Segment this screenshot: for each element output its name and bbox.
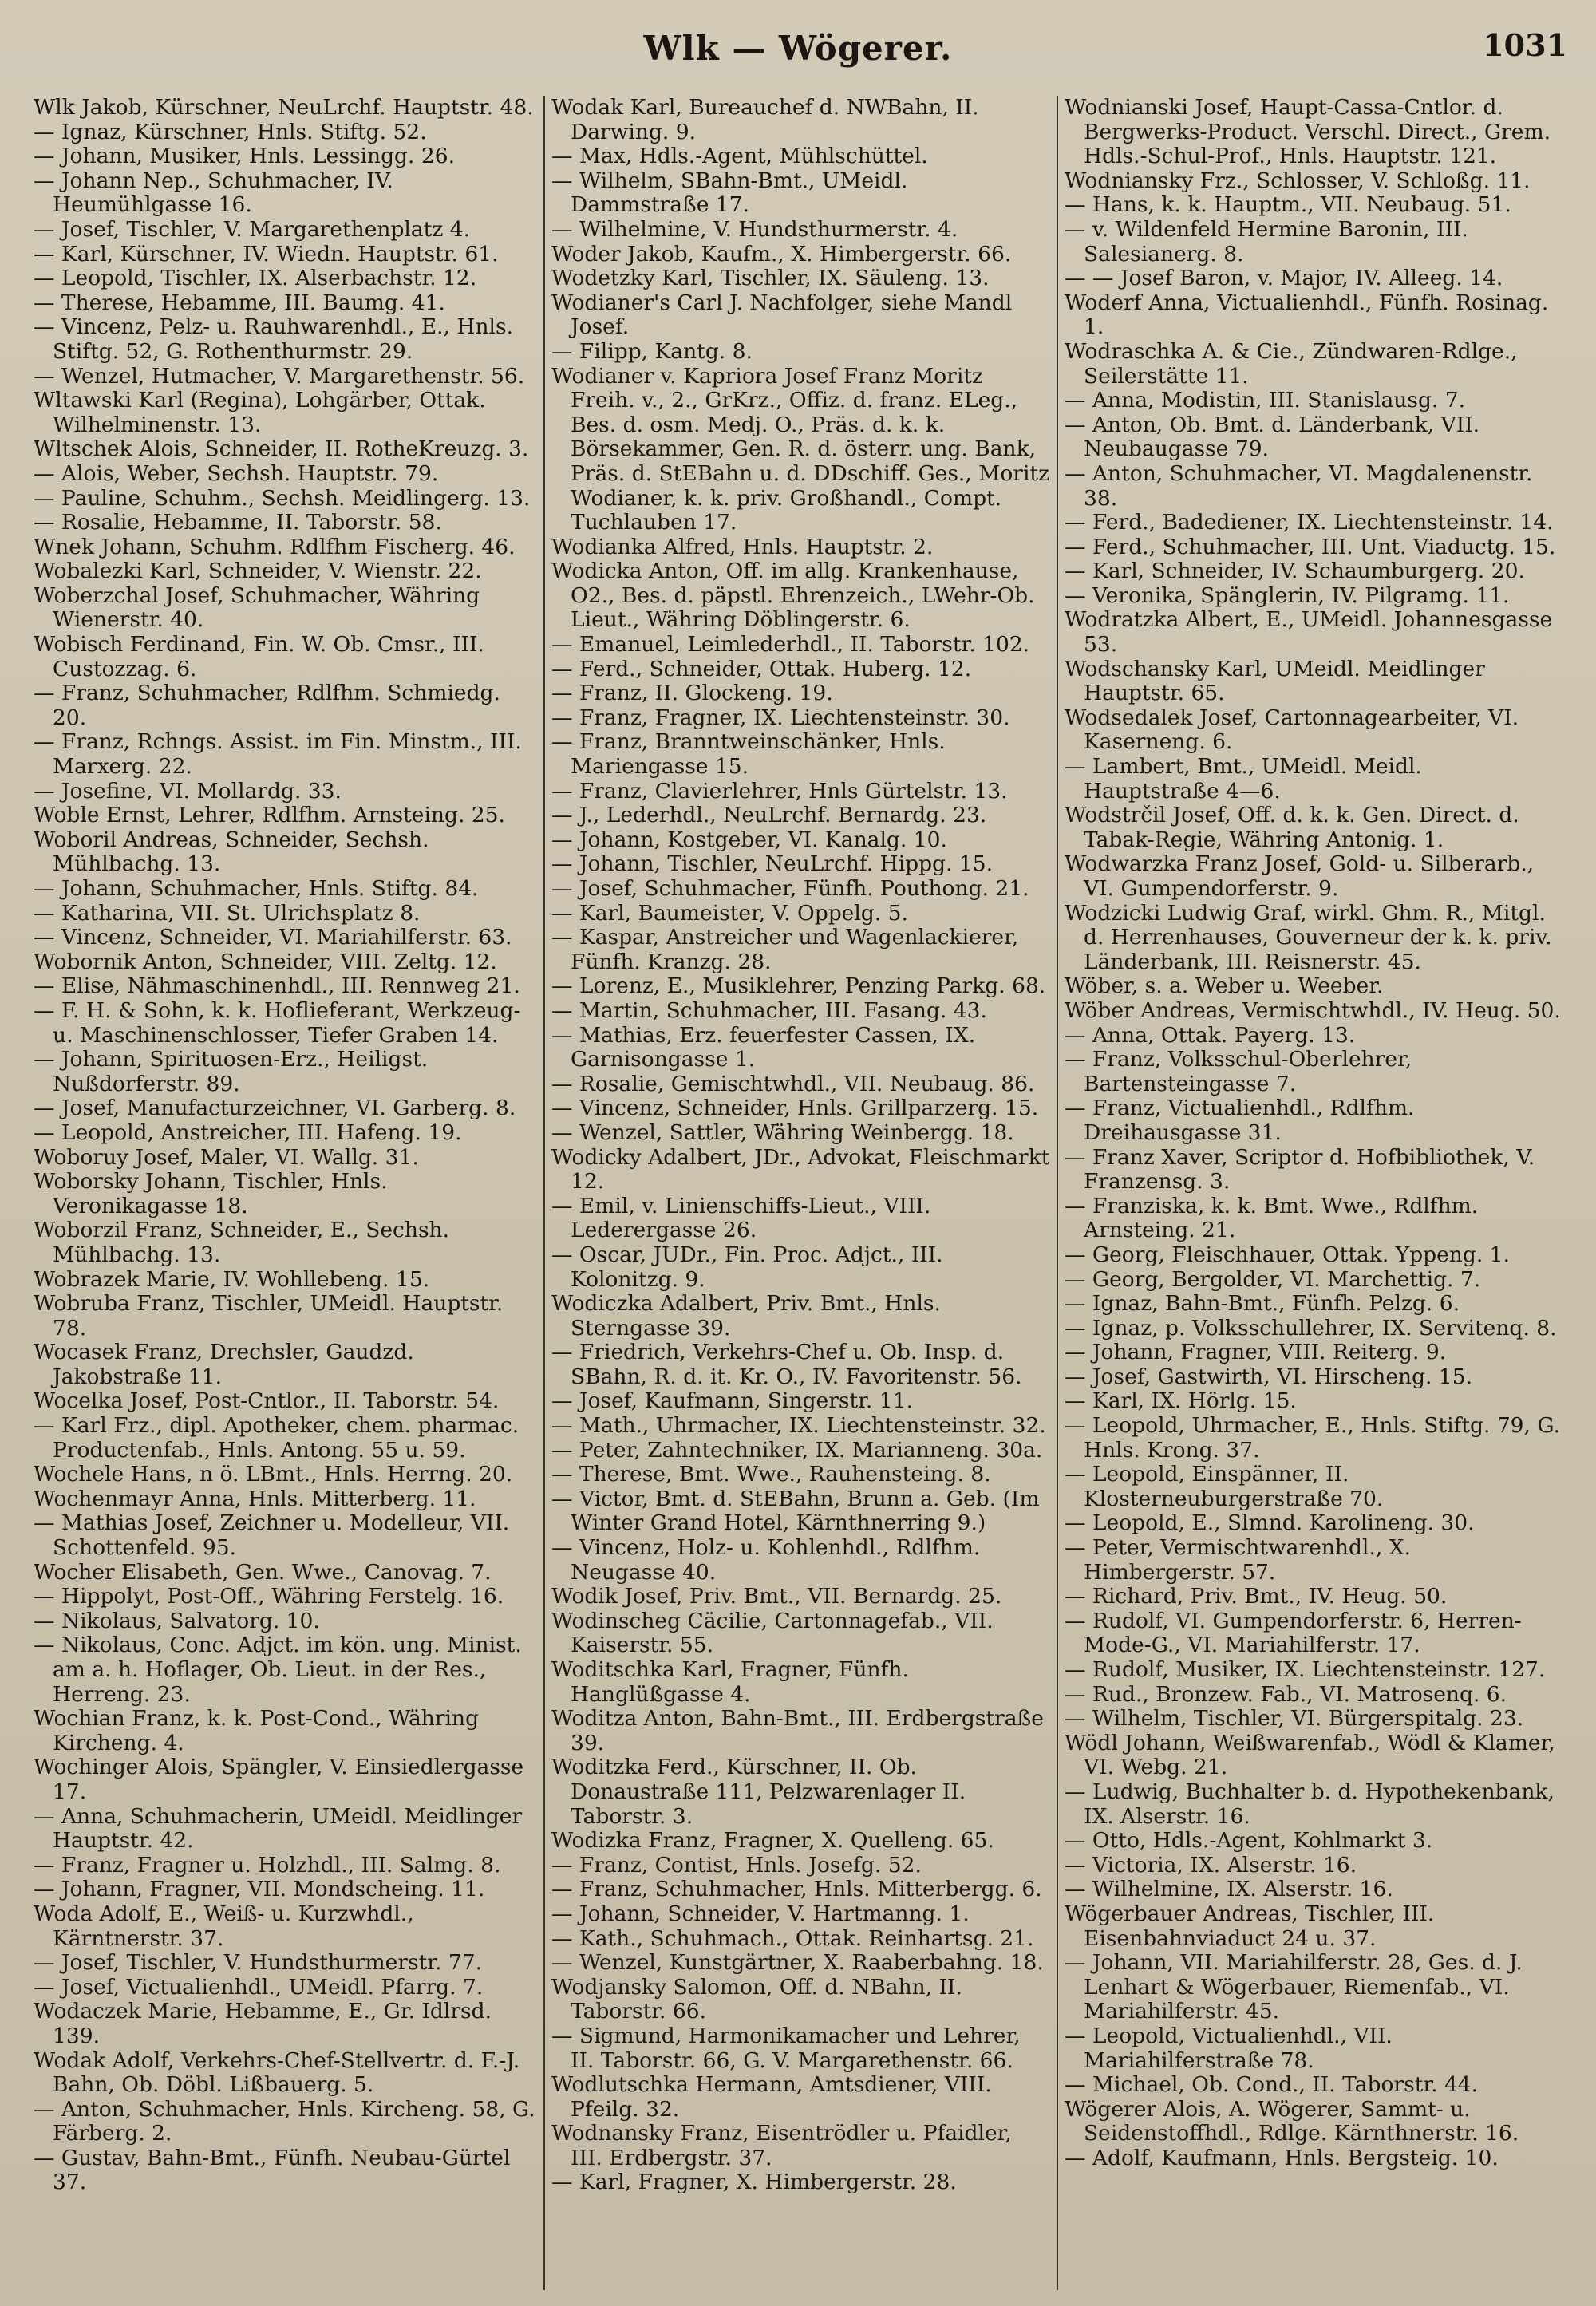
directory-entry: — Rudolf, VI. Gumpendorferstr. 6, Herren-Mode-G., VI. Mariahilferstr. 17. xyxy=(1065,1608,1522,1658)
directory-entry: Wocher Elisabeth, Gen. Wwe., Canovag. 7. xyxy=(34,1559,492,1585)
directory-entry: Wobrazek Marie, IV. Wohllebeng. 15. xyxy=(34,1266,430,1292)
directory-entry: Wobalezki Karl, Schneider, V. Wienstr. 22. xyxy=(34,559,482,584)
directory-entry: — Wenzel, Kunstgärtner, X. Raaberbahng. 18. xyxy=(551,1950,1044,1976)
directory-entry: — Ignaz, p. Volksschullehrer, IX. Servitenq. 8. xyxy=(1065,1315,1557,1341)
directory-entry: Wodlutschka Hermann, Amtsdiener, VIII. Pfeilg. 32. xyxy=(551,2072,992,2122)
directory-entry: Wodnianski Josef, Haupt-Cassa-Cntlor. d. Bergwerks-Product. Verschl. Direct., Grem. Hdls.-Schul-Prof., Hnls. Hauptstr. 121. xyxy=(1065,96,1551,169)
directory-entry: — Lorenz, E., Musiklehrer, Penzing Parkg. 68. xyxy=(551,973,1046,999)
directory-entry: — v. Wildenfeld Hermine Baronin, III. Salesianerg. 8. xyxy=(1065,216,1468,267)
directory-entry: — Elise, Nähmaschinenhdl., III. Rennweg 21. xyxy=(34,973,520,999)
directory-entry: — Johann, Spirituosen-Erz., Heiligst. Nußdorferstr. 89. xyxy=(34,1047,429,1096)
directory-entry: — Wenzel, Sattler, Währing Weinbergg. 18. xyxy=(551,1119,1014,1145)
directory-entry: Wodicky Adalbert, JDr., Advokat, Fleischmarkt 12. xyxy=(551,1144,1050,1194)
directory-entry: — Franz, Contist, Hnls. Josefg. 52. xyxy=(551,1852,922,1878)
directory-entry: — Richard, Priv. Bmt., IV. Heug. 50. xyxy=(1065,1584,1448,1609)
directory-entry: — Gustav, Bahn-Bmt., Fünfh. Neubau-Gürtel 37. xyxy=(34,2145,511,2195)
directory-entry: — Anton, Ob. Bmt. d. Länderbank, VII. Neubaugasse 79. xyxy=(1065,412,1480,462)
directory-entry: — Ignaz, Kürschner, Hnls. Stiftg. 52. xyxy=(34,119,427,144)
directory-entry: — Rosalie, Gemischtwhdl., VII. Neubaug. 86. xyxy=(551,1071,1035,1096)
directory-entry: Woder Jakob, Kaufm., X. Himbergerstr. 66. xyxy=(551,241,1012,267)
directory-entry: — Pauline, Schuhm., Sechsh. Meidlingerg. 13. xyxy=(34,485,531,511)
directory-entry: — Wenzel, Hutmacher, V. Margarethenstr. 56. xyxy=(34,363,525,389)
directory-entry: — Johann, Fragner, VIII. Reiterg. 9. xyxy=(1065,1340,1447,1365)
directory-entry: — Mathias, Erz. feuerfester Cassen, IX. Garnisongasse 1. xyxy=(551,1022,976,1072)
directory-entry: — Wilhelm, Tischler, VI. Bürgerspitalg. 23. xyxy=(1065,1706,1524,1731)
directory-entry: — Mathias Josef, Zeichner u. Modelleur, VII. Schottenfeld. 95. xyxy=(34,1510,510,1561)
directory-entry: Woderf Anna, Victualienhdl., Fünfh. Rosinag. 1. xyxy=(1065,290,1549,340)
directory-entry: — Anton, Schuhmacher, VI. Magdalenenstr. 38. xyxy=(1065,460,1533,511)
directory-entry: Wodschansky Karl, UMeidl. Meidlinger Hauptstr. 65. xyxy=(1065,656,1485,706)
directory-entry: — Anna, Modistin, III. Stanislausg. 7. xyxy=(1065,388,1466,413)
directory-entry: — Franz, Branntweinschänker, Hnls. Mariengasse 15. xyxy=(551,729,946,780)
directory-entry: — Lambert, Bmt., UMeidl. Meidl. Hauptstraße 4—6. xyxy=(1065,754,1422,804)
directory-entry: — Oscar, JUDr., Fin. Proc. Adjct., III. Kolonitzg. 9. xyxy=(551,1242,943,1292)
directory-columns xyxy=(30,96,1570,2290)
directory-entry: — Therese, Hebamme, III. Baumg. 41. xyxy=(34,290,445,315)
directory-entry: — Josef, Kaufmann, Singerstr. 11. xyxy=(551,1388,913,1414)
directory-entry: — Anna, Schuhmacherin, UMeidl. Meidlinger Hauptstr. 42. xyxy=(34,1803,523,1854)
directory-entry: Woboril Andreas, Schneider, Sechsh. Mühlbachg. 13. xyxy=(34,827,429,877)
directory-entry: — Therese, Bmt. Wwe., Rauhensteing. 8. xyxy=(551,1462,991,1487)
directory-entry: Wodstrčil Josef, Off. d. k. k. Gen. Direct. d. Tabak-Regie, Währing Antonig. 1. xyxy=(1065,803,1519,852)
directory-entry: Wltawski Karl (Regina), Lohgärber, Ottak. Wilhelminenstr. 13. xyxy=(34,388,486,437)
directory-entry: Wodizka Franz, Fragner, X. Quelleng. 65. xyxy=(551,1828,994,1854)
directory-entry: — Franz, Volksschul-Oberlehrer, Bartensteingasse 7. xyxy=(1065,1047,1412,1096)
directory-entry: Woborzil Franz, Schneider, E., Sechsh. Mühlbachg. 13. xyxy=(34,1218,450,1267)
directory-entry: — Josef, Schuhmacher, Fünfh. Pouthong. 21. xyxy=(551,876,1029,901)
directory-entry: — Katharina, VII. St. Ulrichsplatz 8. xyxy=(34,900,421,926)
directory-entry: — Peter, Vermischtwarenhdl., X. Himbergerstr. 57. xyxy=(1065,1535,1411,1585)
directory-entry: — Leopold, Tischler, IX. Alserbachstr. 12. xyxy=(34,266,477,291)
directory-entry: — Franz, II. Glockeng. 19. xyxy=(551,681,833,706)
directory-entry: — Josefine, VI. Mollardg. 33. xyxy=(34,778,342,804)
directory-entry: — Leopold, Anstreicher, III. Hafeng. 19. xyxy=(34,1119,462,1145)
directory-entry: — Karl, Baumeister, V. Oppelg. 5. xyxy=(551,900,908,926)
directory-entry: Wocelka Josef, Post-Cntlor., II. Taborstr. 54. xyxy=(34,1388,500,1414)
directory-entry: Wodsedalek Josef, Cartonnagearbeiter, VI. Kaserneng. 6. xyxy=(1065,705,1519,755)
directory-entry: Woditzka Ferd., Kürschner, II. Ob. Donaustraße 111, Pelzwarenlager II. Taborstr. 3. xyxy=(551,1755,966,1829)
directory-entry: — Ferd., Badediener, IX. Liechtensteinstr. 14. xyxy=(1065,510,1554,535)
directory-entry: — Leopold, Einspänner, II. Klosterneuburgerstraße 70. xyxy=(1065,1462,1384,1511)
directory-entry: — Wilhelmine, V. Hundsthurmerstr. 4. xyxy=(551,216,958,242)
directory-entry: Wögerer Alois, A. Wögerer, Sammt- u. Seidenstoffhdl., Rdlge. Kärnthnerstr. 16. xyxy=(1065,2096,1519,2146)
directory-entry: Wodianka Alfred, Hnls. Hauptstr. 2. xyxy=(551,534,934,559)
directory-entry: — Veronika, Spänglerin, IV. Pilgramg. 11. xyxy=(1065,582,1510,608)
directory-entry: Woborsky Johann, Tischler, Hnls. Veronikagasse 18. xyxy=(34,1169,388,1218)
directory-entry: — Josef, Gastwirth, VI. Hirscheng. 15. xyxy=(1065,1364,1473,1389)
directory-entry: Wödl Johann, Weißwarenfab., Wödl & Klamer, VI. Webg. 21. xyxy=(1065,1730,1555,1780)
directory-entry: Wögerbauer Andreas, Tischler, III. Eisenbahnviaduct 24 u. 37. xyxy=(1065,1901,1435,1951)
directory-entry: — Victor, Bmt. d. StEBahn, Brunn a. Geb. (Im Winter Grand Hotel, Kärnthnerring 9.) xyxy=(551,1486,1040,1536)
directory-entry: Wlk Jakob, Kürschner, NeuLrchf. Hauptstr. 48. xyxy=(34,96,534,120)
directory-entry: — Alois, Weber, Sechsh. Hauptstr. 79. xyxy=(34,460,439,486)
directory-entry: — Emanuel, Leimlederhdl., II. Taborstr. 102. xyxy=(551,632,1030,657)
directory-entry: — Johann, Musiker, Hnls. Lessingg. 26. xyxy=(34,144,456,169)
directory-entry: Wltschek Alois, Schneider, II. RotheKreuzg. 3. xyxy=(34,436,529,462)
directory-entry: Wodiczka Adalbert, Priv. Bmt., Hnls. Sterngasse 39. xyxy=(551,1291,941,1341)
directory-entry: — Johann, VII. Mariahilferstr. 28, Ges. d. J. Lenhart & Wögerbauer, Riemenfab., VI. Mariahilferstr. 45. xyxy=(1065,1950,1523,2024)
directory-entry: Wodicka Anton, Off. im allg. Krankenhause, O2., Bes. d. päpstl. Ehrenzeich., LWehr-Ob. Lieut., Währing Döblingerstr. 6. xyxy=(551,559,1035,633)
directory-entry: — Franz, Fragner, IX. Liechtensteinstr. 30. xyxy=(551,705,1010,730)
directory-entry: Wodetzky Karl, Tischler, IX. Säuleng. 13. xyxy=(551,266,990,291)
directory-entry: — Wilhelm, SBahn-Bmt., UMeidl. Dammstraße 17. xyxy=(551,168,908,218)
directory-entry: Wodak Karl, Bureauchef d. NWBahn, II. Darwing. 9. xyxy=(551,96,979,144)
directory-entry: — Nikolaus, Conc. Adjct. im kön. ung. Minist. am a. h. Hoflager, Ob. Lieut. in der Res., Herreng. 23. xyxy=(34,1633,522,1707)
directory-entry: — F. H. & Sohn, k. k. Hoflieferant, Werkzeug- u. Maschinenschlosser, Tiefer Graben 14. xyxy=(34,997,521,1048)
directory-entry: — Vincenz, Pelz- u. Rauhwarenhdl., E., Hnls. Stiftg. 52, G. Rothenthurmstr. 29. xyxy=(34,314,514,364)
directory-entry: Wochian Franz, k. k. Post-Cond., Währing Kircheng. 4. xyxy=(34,1706,480,1755)
directory-entry: — Johann, Fragner, VII. Mondscheing. 11. xyxy=(34,1877,485,1902)
directory-entry: — Georg, Bergolder, VI. Marchettig. 7. xyxy=(1065,1266,1481,1292)
directory-entry: Woble Ernst, Lehrer, Rdlfhm. Arnsteing. 25. xyxy=(34,803,505,828)
directory-entry: — Josef, Manufacturzeichner, VI. Garberg. 8. xyxy=(34,1096,516,1121)
directory-entry: — Sigmund, Harmonikamacher und Lehrer, II. Taborstr. 66, G. V. Margarethenstr. 66. xyxy=(551,2023,1021,2073)
directory-entry: Wodinscheg Cäcilie, Cartonnagefab., VII. Kaiserstr. 55. xyxy=(551,1608,994,1658)
directory-entry: — Anton, Schuhmacher, Hnls. Kircheng. 58, G. Färberg. 2. xyxy=(34,2096,535,2146)
directory-entry: — Peter, Zahntechniker, IX. Marianneng. 30a. xyxy=(551,1437,1043,1463)
directory-entry: — — Josef Baron, v. Major, IV. Alleeg. 14. xyxy=(1065,266,1503,291)
directory-entry: Wodwarzka Franz Josef, Gold- u. Silberarb., VI. Gumpendorferstr. 9. xyxy=(1065,851,1535,901)
directory-entry: Woditza Anton, Bahn-Bmt., III. Erdbergstraße 39. xyxy=(551,1706,1044,1755)
directory-entry: — Johann, Kostgeber, VI. Kanalg. 10. xyxy=(551,827,947,852)
directory-entry: Wochinger Alois, Spängler, V. Einsiedlergasse 17. xyxy=(34,1755,524,1804)
directory-entry: — J., Lederhdl., NeuLrchf. Bernardg. 23. xyxy=(551,803,987,828)
directory-entry: Wodak Adolf, Verkehrs-Chef-Stellvertr. d. F.-J. Bahn, Ob. Döbl. Lißbauerg. 5. xyxy=(34,2047,520,2098)
page-number: 1031 xyxy=(1483,27,1567,63)
directory-entry: — Karl, Schneider, IV. Schaumburgerg. 20. xyxy=(1065,559,1525,584)
directory-entry: — Karl Frz., dipl. Apotheker, chem. pharmac. Productenfab., Hnls. Antong. 55 u. 59. xyxy=(34,1413,519,1463)
directory-entry: — Franz, Clavierlehrer, Hnls Gürtelstr. 13. xyxy=(551,778,1008,804)
directory-column-3 xyxy=(1057,96,1570,2290)
directory-entry: — Rud., Bronzew. Fab., VI. Matrosenq. 6. xyxy=(1065,1681,1507,1707)
directory-entry: Wodianer's Carl J. Nachfolger, siehe Mandl Josef. xyxy=(551,290,1013,340)
directory-entry: Wochele Hans, n ö. LBmt., Hnls. Herrng. 20. xyxy=(34,1462,513,1487)
directory-entry: — Vincenz, Schneider, Hnls. Grillparzerg. 15. xyxy=(551,1096,1039,1121)
directory-entry: Wodik Josef, Priv. Bmt., VII. Bernardg. 25. xyxy=(551,1584,1002,1609)
directory-entry: Wodnansky Franz, Eisentrödler u. Pfaidler, III. Erdbergstr. 37. xyxy=(551,2121,1012,2170)
directory-entry: Wnek Johann, Schuhm. Rdlfhm Fischerg. 46. xyxy=(34,534,516,559)
directory-entry: — Wilhelmine, IX. Alserstr. 16. xyxy=(1065,1877,1393,1902)
directory-entry: — Franz Xaver, Scriptor d. Hofbibliothek, V. Franzensg. 3. xyxy=(1065,1144,1535,1194)
directory-entry: — Franz, Fragner u. Holzhdl., III. Salmg. 8. xyxy=(34,1852,501,1878)
directory-entry: Wodianer v. Kapriora Josef Franz Moritz Freih. v., 2., GrKrz., Offiz. d. franz. ELeg., Bes. d. osm. Medj. O., Präs. d. k. k. Börsekammer, Gen. R. d. österr. ung. Bank, Präs. d. StEBahn u. d. DDschiff. Ges., Moritz Wodianer, k. k. priv. Großhandl., Compt. Tuchlauben 17. xyxy=(551,363,1050,535)
directory-entry: Wocasek Franz, Drechsler, Gaudzd. Jakobstraße 11. xyxy=(34,1340,414,1389)
directory-entry: Woboruy Josef, Maler, VI. Wallg. 31. xyxy=(34,1144,419,1170)
directory-entry: — Rudolf, Musiker, IX. Liechtensteinstr. 127. xyxy=(1065,1657,1546,1682)
directory-entry: Wobruba Franz, Tischler, UMeidl. Hauptstr. 78. xyxy=(34,1291,504,1341)
directory-entry: — Adolf, Kaufmann, Hnls. Bergsteig. 10. xyxy=(1065,2145,1499,2170)
directory-entry: — Friedrich, Verkehrs-Chef u. Ob. Insp. d. SBahn, R. d. it. Kr. O., IV. Favoritenstr. 56. xyxy=(551,1340,1022,1389)
directory-entry: Wöber, s. a. Weber u. Weeber. xyxy=(1065,973,1384,999)
directory-entry: — Emil, v. Linienschiffs-Lieut., VIII. Lederergasse 26. xyxy=(551,1193,931,1243)
directory-entry: — Karl, Fragner, X. Himbergerstr. 28. xyxy=(551,2170,957,2195)
directory-entry: — Johann, Schuhmacher, Hnls. Stiftg. 84. xyxy=(34,876,479,901)
directory-entry: Wodratzka Albert, E., UMeidl. Johannesgasse 53. xyxy=(1065,607,1553,657)
directory-entry: — Max, Hdls.-Agent, Mühlschüttel. xyxy=(551,144,928,169)
directory-entry: Wodraschka A. & Cie., Zündwaren-Rdlge., Seilerstätte 11. xyxy=(1065,338,1518,389)
directory-entry: — Georg, Fleischhauer, Ottak. Yppeng. 1. xyxy=(1065,1242,1510,1267)
page-header xyxy=(0,22,1596,70)
directory-entry: — Leopold, Victualienhdl., VII. Mariahilferstraße 78. xyxy=(1065,2023,1393,2073)
directory-entry: — Josef, Tischler, V. Margarethenplatz 4. xyxy=(34,216,471,242)
directory-entry: — Franziska, k. k. Bmt. Wwe., Rdlfhm. Arnsteing. 21. xyxy=(1065,1193,1479,1243)
directory-entry: — Franz, Victualienhdl., Rdlfhm. Dreihausgasse 31. xyxy=(1065,1096,1415,1145)
directory-entry: — Ignaz, Bahn-Bmt., Fünfh. Pelzg. 6. xyxy=(1065,1291,1460,1317)
directory-entry: — Ferd., Schneider, Ottak. Huberg. 12. xyxy=(551,656,972,681)
directory-entry: Wodzicki Ludwig Graf, wirkl. Ghm. R., Mitgl. d. Herrenhauses, Gouverneur der k. k. priv. Länderbank, III. Reisnerstr. 45. xyxy=(1065,900,1552,974)
directory-entry: Wodniansky Frz., Schlosser, V. Schloßg. 11. xyxy=(1065,168,1531,193)
directory-entry: — Leopold, E., Slmnd. Karolineng. 30. xyxy=(1065,1510,1475,1536)
directory-entry: — Nikolaus, Salvatorg. 10. xyxy=(34,1608,320,1633)
directory-entry: Woberzchal Josef, Schuhmacher, Währing Wienerstr. 40. xyxy=(34,582,480,633)
directory-entry: — Johann Nep., Schuhmacher, IV. Heumühlgasse 16. xyxy=(34,168,393,218)
directory-entry: Wodjansky Salomon, Off. d. NBahn, II. Taborstr. 66. xyxy=(551,1974,962,2024)
directory-entry: Wobisch Ferdinand, Fin. W. Ob. Cmsr., III. Custozzag. 6. xyxy=(34,632,484,681)
directory-entry: — Otto, Hdls.-Agent, Kohlmarkt 3. xyxy=(1065,1828,1433,1854)
directory-entry: — Hans, k. k. Hauptm., VII. Neubaug. 51. xyxy=(1065,192,1511,218)
directory-entry: — Victoria, IX. Alserstr. 16. xyxy=(1065,1852,1357,1878)
directory-entry: Wöber Andreas, Vermischtwhdl., IV. Heug. 50. xyxy=(1065,997,1561,1023)
directory-entry: — Kath., Schuhmach., Ottak. Reinhartsg. 21. xyxy=(551,1925,1034,1951)
directory-entry: Wochenmayr Anna, Hnls. Mitterberg. 11. xyxy=(34,1486,476,1511)
directory-entry: — Martin, Schuhmacher, III. Fasang. 43. xyxy=(551,997,987,1023)
directory-entry: Wobornik Anton, Schneider, VIII. Zeltg. 12. xyxy=(34,949,497,974)
directory-entry: Woditschka Karl, Fragner, Fünfh. Hanglüßgasse 4. xyxy=(551,1657,909,1707)
directory-entry: — Karl, Kürschner, IV. Wiedn. Hauptstr. 61. xyxy=(34,241,499,267)
directory-entry: — Leopold, Uhrmacher, E., Hnls. Stiftg. 79, G. Hnls. Krong. 37. xyxy=(1065,1413,1561,1463)
directory-entry: — Johann, Tischler, NeuLrchf. Hippg. 15. xyxy=(551,851,994,877)
directory-entry: — Vincenz, Schneider, VI. Mariahilferstr. 63. xyxy=(34,925,512,950)
directory-entry: — Hippolyt, Post-Off., Währing Ferstelg. 16. xyxy=(34,1584,504,1609)
directory-entry: Woda Adolf, E., Weiß- u. Kurzwhdl., Kärntnerstr. 37. xyxy=(34,1901,414,1951)
running-title: Wlk — Wögerer. xyxy=(643,29,953,68)
directory-entry: — Ferd., Schuhmacher, III. Unt. Viaductg. 15. xyxy=(1065,534,1556,559)
directory-entry: — Math., Uhrmacher, IX. Liechtensteinstr. 32. xyxy=(551,1413,1046,1439)
directory-entry: — Ludwig, Buchhalter b. d. Hypothekenbank, IX. Alserstr. 16. xyxy=(1065,1779,1555,1829)
directory-entry: — Karl, IX. Hörlg. 15. xyxy=(1065,1388,1297,1414)
directory-entry: Wodaczek Marie, Hebamme, E., Gr. Idlrsd. 139. xyxy=(34,1999,492,2048)
directory-entry: — Franz, Schuhmacher, Rdlfhm. Schmiedg. 20. xyxy=(34,681,500,730)
directory-entry: — Franz, Rchngs. Assist. im Fin. Minstm., III. Marxerg. 22. xyxy=(34,729,522,780)
directory-entry: — Michael, Ob. Cond., II. Taborstr. 44. xyxy=(1065,2072,1479,2098)
directory-entry: — Franz, Schuhmacher, Hnls. Mitterbergg. 6. xyxy=(551,1877,1042,1902)
directory-entry: — Josef, Victualienhdl., UMeidl. Pfarrg. 7. xyxy=(34,1974,484,2000)
directory-entry: — Anna, Ottak. Payerg. 13. xyxy=(1065,1022,1356,1048)
directory-entry: — Johann, Schneider, V. Hartmanng. 1. xyxy=(551,1901,970,1926)
directory-column-1 xyxy=(30,96,543,2290)
directory-entry: — Kaspar, Anstreicher und Wagenlackierer, Fünfh. Kranzg. 28. xyxy=(551,925,1019,974)
directory-column-2 xyxy=(543,96,1057,2290)
directory-entry: — Vincenz, Holz- u. Kohlenhdl., Rdlfhm. Neugasse 40. xyxy=(551,1535,981,1585)
directory-entry: — Josef, Tischler, V. Hundsthurmerstr. 77. xyxy=(34,1950,482,1976)
directory-entry: — Filipp, Kantg. 8. xyxy=(551,338,753,364)
directory-entry: — Rosalie, Hebamme, II. Taborstr. 58. xyxy=(34,510,442,535)
